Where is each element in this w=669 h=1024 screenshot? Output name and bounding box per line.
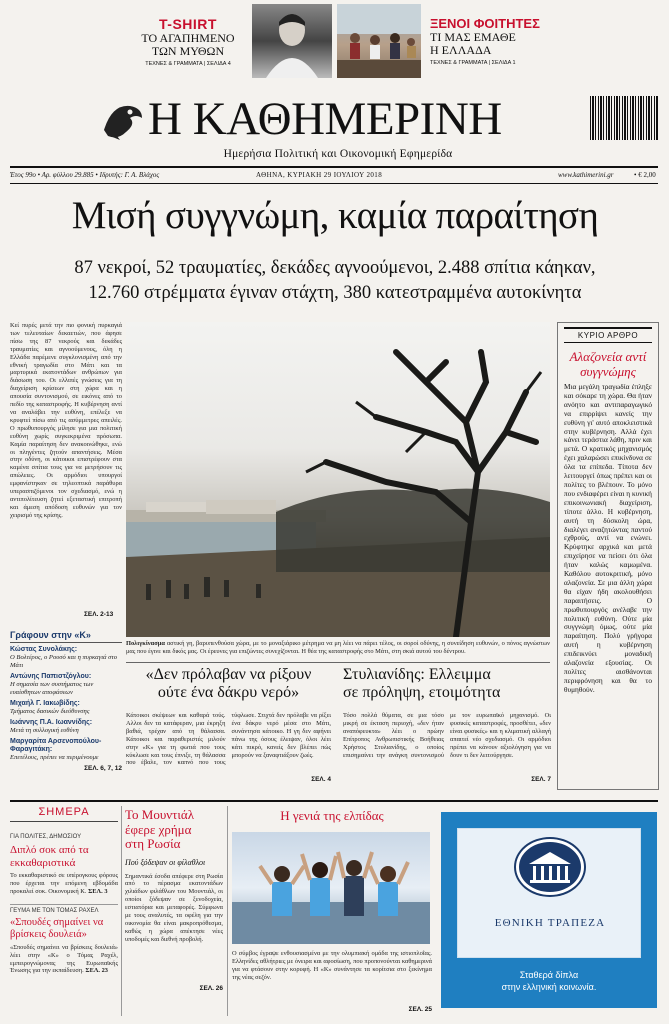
graphs-item-text: Ο Βολτέρος, ο Ρουσό και η πυρκαγιά στο Μάτι: [10, 654, 118, 669]
today-headline-2[interactable]: «Σπουδές σημαίνει να βρίσκεις δουλειά»: [10, 916, 104, 940]
mid-story-left-title: «Δεν πρόλαβαν να ρίξουν: [145, 666, 312, 683]
group-photo-icon: [337, 4, 421, 78]
teaser-left-title: T-SHIRT: [159, 16, 217, 32]
masthead-title: Η ΚΑΘΗΜΕΡΙΝΗ: [148, 93, 502, 145]
mid-story-right[interactable]: [343, 666, 551, 783]
barcode: [590, 96, 658, 140]
masthead-tagline: Ημερήσια Πολιτική και Οικονομική Εφημερίδα: [223, 148, 453, 160]
year-info: Έτος 99ο • Αρ. φύλλου 29.885 • Ιδρυτής: Γ. Α. Βλάχος: [10, 171, 160, 179]
graphs-sidebar: [10, 630, 122, 772]
teaser-right-photo: [337, 4, 421, 78]
main-headline[interactable]: Μισή συγγνώμη, καμία παραίτηση: [71, 194, 599, 237]
sub-headline-2: 12.760 στρέμματα έγιναν στάχτη, 380 κατεστραμμένα αυτοκίνητα: [88, 283, 582, 303]
teaser-left-photo: [252, 4, 332, 78]
graphs-item[interactable]: [10, 738, 122, 762]
athletes-icon: [232, 832, 430, 944]
lead-story-text: [10, 322, 122, 610]
masthead-rule-bottom: [10, 183, 658, 184]
mundial-page[interactable]: ΣΕΛ. 26: [199, 984, 223, 992]
sub-headline-1: 87 νεκροί, 52 τραυματίες, δεκάδες αγνοούμενοι, 2.488 σπίτια κάηκαν,: [74, 258, 596, 278]
mundial-subtitle: Πού ξόδεψαν οι φίλαθλοι: [125, 857, 206, 867]
graphs-item[interactable]: [10, 719, 122, 735]
graphs-item-text: Μετά τη συλλογική ευθύνη: [10, 727, 79, 734]
editorial-text: Μια μεγάλη τραγωδία έπληξε και σόκαρε τη χώρα. Θα ήταν ανόητο και αντιπαραγωγικό να επιρρίψει κανείς την ευθύνη γι' αυτό αποκλειστικά στην κυβέρνηση. Αλλά έχει κάνει τεράστια λάθη, πριν και μετά. Ο κρατικός μηχανισμός έχει χαλαρώσει επικίνδυνα σε όλα τα επίπεδα. Τίποτα δεν λειτουργεί όπως πρέπει και οι πολίτες το βλέπουν. Το μόνο που ενδιαφέρει είναι η κυνική επικοινωνιακή διαχείριση, τίποτε άλλο. Η κυβέρνηση, αυτή τη δύσκολη ώρα, διαλέγει αναζητώντας παντού εχθρούς, αντί να ενώνει. Κρύφτηκε αρχικά και μετά επιχείρησε να πείσει ότι όλα ήταν καλώς καμωμένα. Καθόλου αυτοκριτική, μόνο αλαζονεία. Σε μια άλλη χώρα θα είχαν ήδη ακολουθήσει παραιτήσεις. Ο πρωθυπουργός ανέλαβε την πολιτική ευθύνη. Ούτε μία συγγνώμη όμως, ούτε μία παραίτηση. Πολύ γρήγορα αυτή η κυβέρνηση επιδεικνύει μοναδική αλαζονεία εξουσίας. Οι πολίτες αισθάνονται περιφρόνηση και θα το θυμηθούν.: [564, 383, 652, 694]
today-headline-1[interactable]: Διπλό σοκ από τα εκκαθαριστικά: [10, 844, 89, 869]
today-text-2: [10, 944, 118, 976]
graphs-item-author: Ιωάννης Π.Α. Ιωαννίδης:: [10, 719, 93, 726]
photo-caption-text: αστική γη, βαρυπενθούσα χώρα, με το μοναξιάρικο μέτρημα να μη λέει να πάρει τέλος, οι σοροί οδύνης, η συνείδηση ευθυνών, ο πόνος αγνώστων μας που έγινε και δικός μας. Οι έρευνες για επιζώντες συνεχίζονται. Η θέα της καταστροφής στο Μάτι, στη σκιά αυτού του δέντρου.: [126, 640, 550, 655]
teaser-left[interactable]: [128, 16, 248, 67]
today-section-2: ΓΕΥΜΑ ΜΕ ΤΟΝ ΤΟΜΑΣ ΡΑΧΕΛ: [10, 904, 118, 914]
today-label: ΣΗΜΕΡΑ: [10, 806, 118, 822]
lead-story-body: Κεί πυρές μετά την πιο φονική πυρκαγιά των τελευταίων δεκαετιών, που άφησε πίσω της 87 νεκρούς και δεκάδες τραυματίες και αγνοούμενους, όλη η Ελλάδα παρέμενε συγκλονισμένη από την εθνική τραγωδία στο Μάτι και τα μαρτυρικά εκατοντάδων ανθρώπων για διάσωση του. Οι ελλιπές γνώσεις για τη διαχείριση κρίσεων στη χώρα και η απουσία συντονισμού, σε εικόνες από το πεδίο της καταστροφής. Η κυβέρνηση αντί να αναλάβει την ευθύνη, επέλεξε να κρυφτεί πίσω από τις ασύμμετρες απειλές. Ο πρωθυπουργός μίλησε για μια πολιτική ευθύνη χωρίς συγκεκριμένα πρόσωπα. Καμία παραίτηση δεν ανακοινώθηκε, ενώ οι πληγέντες ζητούν απαντήσεις. Μέσα στην οδύνη, οι κάτοικοι επιστρέφουν στα καμένα σπίτια τους για να μετρήσουν τις απώλειες. Οι αρμόδιοι υπουργοί εμφανίστηκαν σε τηλεοπτικά παράθυρα υπερασπιζόμενοι τον σχεδιασμό, ενώ η αντιπολίτευση ζητεί εξεταστική επιτροπή και άμεση απόδοση ευθυνών για τον χειρισμό της κρίσης.: [10, 322, 122, 519]
graphs-item-text: Τμήματος δασικών διεύθυνσης: [10, 708, 90, 715]
issue-date: ΑΘΗΝΑ, ΚΥΡΙΑΚΗ 29 ΙΟΥΛΙΟΥ 2018: [256, 171, 383, 179]
teaser-left-subtitle-2: ΤΩΝ ΜΥΘΩΝ: [151, 44, 225, 58]
bottom-section-rule: [10, 800, 658, 802]
today-text-1-body: Το εκκαθαριστικό σε υπέρογκους φόρους που έρχεται την επόμενη εβδομάδα προκαλεί σοκ. Οικονομική Κ.: [10, 872, 118, 895]
teaser-right[interactable]: [430, 16, 540, 66]
teaser-left-subtitle: ΤΟ ΑΓΑΠΗΜΕΝΟ: [141, 31, 235, 45]
portrait-icon: [252, 4, 332, 78]
today-text-1: [10, 872, 118, 896]
masthead-info-bar: [10, 170, 658, 182]
bank-name: ΕΘΝΙΚΗ ΤΡΑΠΕΖΑ: [494, 917, 606, 929]
bank-ad[interactable]: [441, 812, 657, 1008]
today-text-2-body: «Σπουδές σημαίνει να βρίσκεις δουλειά» λέει στην «Κ» ο Τόμας Ραχέλ, εμπειρογνώμονας της Ευρωπαϊκής Ένωσης για την εκπαίδευση.: [10, 943, 118, 975]
graphs-item-author: Αντώνης Παπιστζόγλου:: [10, 673, 92, 680]
today-page-1[interactable]: ΣΕΛ. 3: [88, 887, 108, 895]
divider-mundial-hope: [227, 806, 228, 1016]
teaser-right-subtitle: ΤΙ ΜΑΣ ΕΜΑΘΕ: [430, 30, 516, 44]
burnt-tree-icon: [126, 322, 550, 637]
bank-slogan: Σταθερά δίπλα: [519, 970, 579, 980]
price: • € 2,00: [634, 171, 656, 179]
owl-emblem-icon: [100, 96, 146, 142]
teaser-right-subtitle-2: Η ΕΛΛΑΔΑ: [430, 43, 492, 57]
graphs-list: [10, 646, 122, 762]
mid-story-right-title-2: σε πρόληψη, ετοιμότητα: [343, 684, 501, 701]
masthead-rule-top: [10, 166, 658, 168]
today-page-2[interactable]: ΣΕΛ. 23: [85, 967, 108, 975]
photo-caption: [126, 640, 550, 656]
teaser-right-section: ΤΕΧΝΕΣ & ΓΡΑΜΜΑΤΑ | ΣΕΛΙΔΑ 1: [430, 60, 516, 66]
mid-story-left-page[interactable]: ΣΕΛ. 4: [311, 776, 331, 783]
masthead-logo: [100, 96, 146, 142]
mid-story-right-page[interactable]: ΣΕΛ. 7: [531, 776, 551, 783]
editorial-title[interactable]: Αλαζονεία αντί συγγνώμης: [569, 349, 647, 379]
editorial-box: [557, 322, 659, 790]
graphs-label: Γράφουν στην «Κ»: [10, 630, 122, 643]
hope-photo: [232, 832, 430, 944]
bank-slogan-2: στην ελληνική κοινωνία.: [501, 982, 597, 992]
hope-page[interactable]: ΣΕΛ. 25: [408, 1006, 432, 1013]
graphs-item-author: Μαργαρίτα Αρσενοπούλου-Φαραγιτάκη:: [10, 738, 102, 753]
main-photo: [126, 322, 550, 637]
bank-emblem-icon: [516, 839, 584, 895]
hope-text: Ο σύμβος έγραψε ενθουσιασμένα με την ολυμπιακή ομάδα της ιστιοπλοΐας. Ελληνίδες αθλήτριες με όνειρα και αφοσίωση, που προπονούνται καθημερινά για να φτάσουν στην κορυφή. Η «Κ» συνάντησε τα κορίτσια στο ξεκίνημα της νέας σεζόν.: [232, 950, 432, 981]
divider-today-mundial: [121, 806, 122, 1016]
mundial-title-3: στη Ρωσία: [125, 836, 181, 851]
hope-story[interactable]: [232, 808, 432, 1013]
editorial-label: ΚΥΡΙΟ ΑΡΘΡΟ: [564, 327, 652, 343]
teaser-left-section: ΤΕΧΝΕΣ & ΓΡΑΜΜΑΤΑ | ΣΕΛΙΔΑ 4: [145, 61, 231, 67]
graphs-item-author: Κώστας Συνολάκης:: [10, 646, 78, 653]
bank-ad-inner: [457, 828, 641, 958]
teaser-right-title: ΞΕΝΟΙ ΦΟΙΤΗΤΕΣ: [430, 16, 540, 31]
mundial-title-2: έφερε χρήμα: [125, 821, 192, 837]
graphs-pages[interactable]: ΣΕΛ. 6, 7, 12: [84, 765, 122, 772]
mundial-text: Σημαντικά έσοδα απέφερε στη Ρωσία από το πέρασμα εκατοντάδων χιλιάδων φιλάθλων του Μουντιάλ, οι οποίοι ξόδεψαν σε ξενοδοχεία, εστιατόρια και μεταφορές. Σύμφωνα με τους αναλυτές, τα οφέλη για την οικονομία θα είναι μακροπρόθεσμα, καθώς η χώρα απέκτησε νέες υποδομές και διεθνή προβολή.: [125, 872, 223, 943]
mundial-title: Το Μουντιάλ: [125, 807, 195, 822]
mid-story-right-title: Στυλιανίδης: Ελλειμμα: [343, 666, 491, 683]
graphs-item[interactable]: [10, 646, 122, 670]
website-link[interactable]: www.kathimerini.gr: [558, 171, 614, 179]
today-column: [10, 806, 118, 975]
mid-story-left-text: Κάτοικοι σκέψεων και καθαρά τούς. Αλλοι δεν τα κατάφεραν, μια έκρηξη βαθιά, τρέχαν από τη θάλασσα. Κάτοικοι και παραθεριστές μιλούν στην «Κ» για τη φωτιά που τους κύκλωσε και τους έπνιξε, τη θάλασσα που έβαλε, τον καπνό που τους τύφλωσε. Στιχτά δεν πρόλαβε να ρίξει ένα δάκρυ νερό μέσα στο Μάτι, συνάντησα κάτοικο. Η γη δεν αφήνει πάνω της όσους έλειψαν, όλοι λέει κάτι πικρό, κανείς δεν βλέπει πώς μπορούν να ξαναφτιάξουν ζωές.: [126, 712, 331, 767]
lead-story-page[interactable]: ΣΕΛ. 2-13: [84, 611, 114, 618]
graphs-item-text: Η σημασία των συστήματος των ευαίσθητων αποφάσεων: [10, 681, 94, 696]
hope-title: Η γενιά της ελπίδας: [280, 808, 384, 823]
mid-story-left-title-2: ούτε ένα δάκρυ νερό»: [157, 684, 300, 701]
mid-story-left[interactable]: [126, 666, 331, 783]
mid-story-right-text: Τόσο πολλά θύματα, σε μια τόσο μικρή σε έκταση περιοχή, «δεν ήταν αναπόφευκτα» λέει ο πρώην Επίτροπος Ανθρωπιστικής Βοήθειας Χρήστος Στυλιανίδης, ο οποίος επισημαίνει την ανάγκη συντονισμού με τον ευρωπαϊκό μηχανισμό. Οι φυσικές καταστροφές, προσθέτει, «δεν είναι φυσικές» και η κλιματική αλλαγή απαιτεί νέο σχεδιασμό. Οι αρμόδιοι πρέπει να κάνουν αξιολόγηση για να δουν τι δεν λειτούργησε.: [343, 712, 551, 759]
mundial-story[interactable]: [125, 808, 223, 992]
graphs-item-author: Μιχαήλ Γ. Ιακωβίδης:: [10, 700, 80, 707]
mid-rule: [126, 662, 550, 663]
graphs-item[interactable]: [10, 673, 122, 697]
today-section-1: ΓΙΑ ΠΟΛΙΤΕΣ, ΔΗΜΟΣΙΟΥ: [10, 834, 82, 840]
graphs-item[interactable]: [10, 700, 122, 716]
graphs-item-text: Επετέλους, πρέπει να περιμένουμε: [10, 754, 99, 761]
bank-building-icon: [519, 842, 581, 892]
photo-caption-lead: Πολιγκίνασμα: [126, 640, 165, 647]
